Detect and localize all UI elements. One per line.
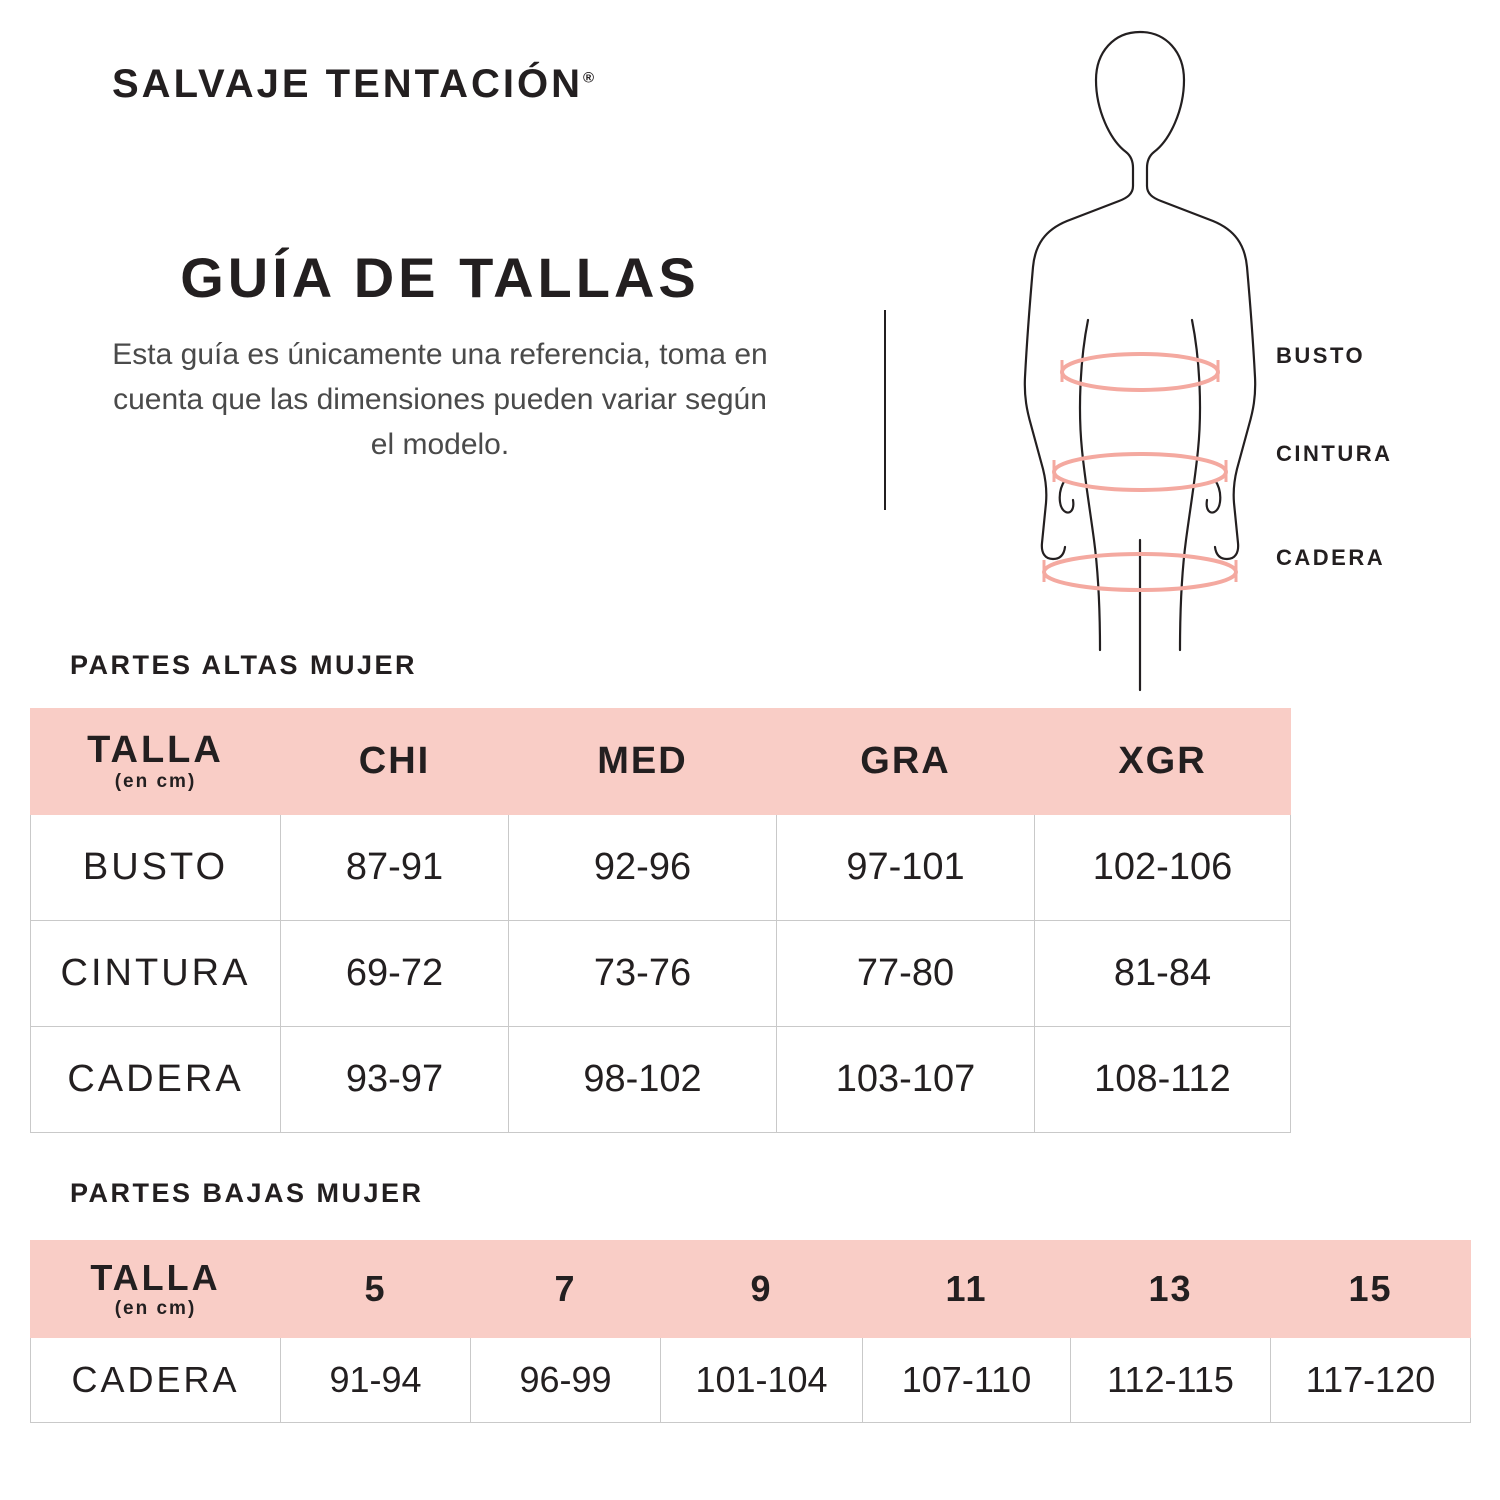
table-cell: 73-76 — [509, 921, 777, 1027]
section-title-top: PARTES ALTAS MUJER — [70, 650, 418, 680]
table-header-row — [31, 709, 1291, 815]
table-cell: 108-112 — [1035, 1027, 1291, 1133]
table-cell: 92-96 — [509, 815, 777, 921]
table-row — [31, 921, 1291, 1027]
female-body-outline-icon — [990, 20, 1290, 710]
body-figure-illustration — [990, 20, 1290, 710]
header-cell-size: 9 — [661, 1241, 863, 1338]
header-talla-unit: (en cm) — [114, 771, 197, 793]
table-row — [31, 1027, 1291, 1133]
table-cell: 107-110 — [863, 1338, 1071, 1423]
size-table-top — [30, 708, 1291, 1133]
table-cell: 91-94 — [281, 1338, 471, 1423]
table-header-row — [31, 1241, 1471, 1338]
table-row — [31, 815, 1291, 921]
header-cell-size: 13 — [1071, 1241, 1271, 1338]
trademark-symbol: ® — [583, 69, 595, 87]
waist-measure-line — [1054, 454, 1226, 490]
intro-description: Esta guía es únicamente una referencia, toma en cuenta que las dimensiones pueden variar según el modelo. — [112, 338, 768, 461]
table-cell: 93-97 — [281, 1027, 509, 1133]
table-cell: 96-99 — [471, 1338, 661, 1423]
page-title: GUÍA DE TALLAS — [180, 246, 700, 309]
brand-name: SALVAJE TENTACIÓN — [112, 62, 584, 106]
table-row — [31, 1338, 1471, 1423]
header-cell-size: 5 — [281, 1241, 471, 1338]
table-cell: 98-102 — [509, 1027, 777, 1133]
header-talla-unit: (en cm) — [114, 1297, 197, 1319]
label-cadera: CADERA — [1276, 545, 1386, 570]
table-cell: 81-84 — [1035, 921, 1291, 1027]
vertical-divider — [884, 310, 886, 510]
table-cell: 101-104 — [661, 1338, 863, 1423]
size-table-bottom — [30, 1240, 1471, 1423]
table-cell: 117-120 — [1271, 1338, 1471, 1423]
table-cell: 77-80 — [777, 921, 1035, 1027]
header-cell-size: XGR — [1035, 709, 1291, 815]
header-talla-label: TALLA — [87, 728, 224, 771]
row-label: BUSTO — [31, 815, 281, 921]
row-label: CADERA — [31, 1338, 281, 1423]
brand-title — [112, 62, 594, 107]
header-cell-size: GRA — [777, 709, 1035, 815]
header-cell-talla — [31, 709, 281, 815]
header-cell-size: 15 — [1271, 1241, 1471, 1338]
label-busto: BUSTO — [1276, 343, 1366, 368]
table-cell: 87-91 — [281, 815, 509, 921]
table-cell: 69-72 — [281, 921, 509, 1027]
header-cell-size: 11 — [863, 1241, 1071, 1338]
intro-block — [60, 245, 820, 467]
header-cell-talla — [31, 1241, 281, 1338]
header-cell-size: 7 — [471, 1241, 661, 1338]
header-cell-size: CHI — [281, 709, 509, 815]
table-cell: 102-106 — [1035, 815, 1291, 921]
label-cintura: CINTURA — [1276, 441, 1393, 466]
header-talla-label: TALLA — [90, 1257, 221, 1299]
bust-measure-line — [1062, 354, 1218, 390]
row-label: CINTURA — [31, 921, 281, 1027]
section-title-bottom: PARTES BAJAS MUJER — [70, 1178, 424, 1208]
table-cell: 112-115 — [1071, 1338, 1271, 1423]
header-cell-size: MED — [509, 709, 777, 815]
table-cell: 97-101 — [777, 815, 1035, 921]
row-label: CADERA — [31, 1027, 281, 1133]
table-cell: 103-107 — [777, 1027, 1035, 1133]
